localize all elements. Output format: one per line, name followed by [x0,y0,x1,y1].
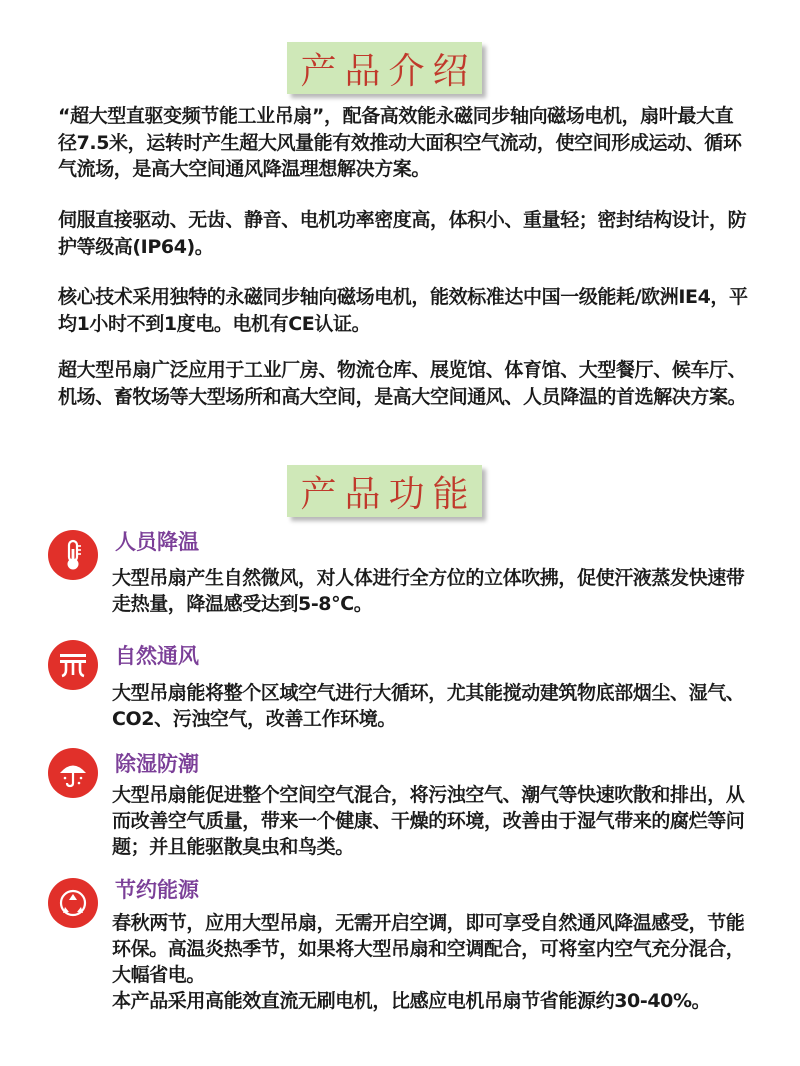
intro-paragraph-4: 超大型吊扇广泛应用于工业厂房、物流仓库、展览馆、体育馆、大型餐厅、候车厅、机场、畜牧场等大型场所和高大空间，是高大空间通风、人员降温的首选解决方案。 [58,359,747,408]
ventilation-icon [48,640,98,690]
feature-body-energy [112,910,752,1014]
feature-title-energy: 节约能源 [115,878,199,902]
intro-paragraph-2: 伺服直接驱动、无齿、静音、电机功率密度高，体积小、重量轻；密封结构设计，防护等级高(IP64)。 [58,209,747,258]
section-title-functions: 产品功能 [287,465,482,517]
feature-body-dehumidify: 大型吊扇能促进整个空间空气混合，将污浊空气、潮气等快速吹散和排出，从而改善空气质量，带来一个健康、干燥的环境，改善由于湿气带来的腐烂等问题；并且能驱散臭虫和鸟类。 [112,784,745,858]
umbrella-icon [48,748,98,798]
feature-title-ventilation: 自然通风 [115,644,199,668]
feature-title-dehumidify: 除湿防潮 [115,752,199,776]
feature-body-ventilation: 大型吊扇能将整个区域空气进行大循环，尤其能搅动建筑物底部烟尘、湿气、CO2、污浊空气，改善工作环境。 [112,682,745,730]
feature-title-cooling: 人员降温 [115,530,199,554]
thermometer-icon [48,530,98,580]
feature-body-energy-text: 春秋两节，应用大型吊扇，无需开启空调，即可享受自然通风降温感受，节能环保。高温炎热季节，如果将大型吊扇和空调配合，可将室内空气充分混合，大幅省电。 [112,912,745,986]
feature-body-cooling: 大型吊扇产生自然微风，对人体进行全方位的立体吹拂，促使汗液蒸发快速带走热量，降温感受达到5-8℃。 [112,567,745,615]
section-title-intro: 产品介绍 [287,42,482,94]
intro-paragraph-1: “超大型直驱变频节能工业吊扇”，配备高效能永磁同步轴向磁场电机，扇叶最大直径7.5米，运转时产生超大风量能有效推动大面积空气流动，使空间形成运动、循环气流场，是高大空间通风降温理想解决方案。 [58,105,742,180]
intro-paragraph-3: 核心技术采用独特的永磁同步轴向磁场电机，能效标准达中国一级能耗/欧洲IE4，平均1小时不到1度电。电机有CE认证。 [58,286,748,335]
feature-body-energy-text-2: 本产品采用高能效直流无刷电机，比感应电机吊扇节省能源约30-40%。 [112,990,711,1012]
energy-recycle-icon [48,878,98,928]
